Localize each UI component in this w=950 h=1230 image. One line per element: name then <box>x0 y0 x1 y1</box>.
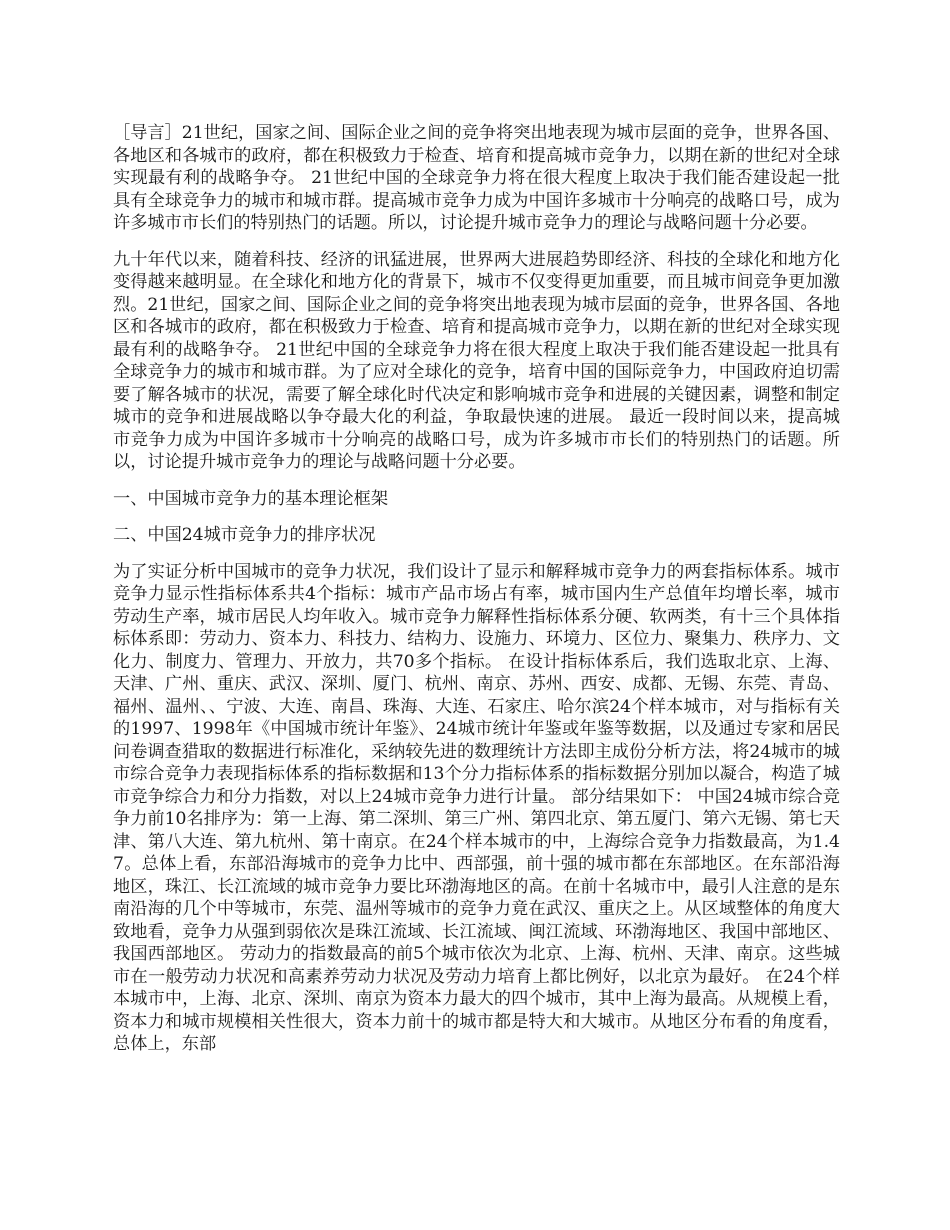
section-heading-2: 二、中国24城市竞争力的排序状况 <box>113 525 376 545</box>
paragraph-introduction: ［导言］21世纪，国家之间、国际企业之间的竞争将突出地表现为城市层面的竞争，世界各国、各地区和各城市的政府，都在积极致力于检查、培育和提高城市竞争力，以期在新的世纪对全球实现最有利的战略争夺。 21世纪中国的全球竞争力将在很大程度上取决于我们能否建设起一批具有全球竞争力的城市和城市群。提高城市竞争力成为中国许多城市十分响亮的战略口号，成为许多城市市长们的特别热门的话题。所以，讨论提升城市竞争力的理论与战略问题十分必要。 <box>113 123 840 233</box>
paragraph-ranking: 为了实证分析中国城市的竞争力状况，我们设计了显示和解释城市竞争力的两套指标体系。城市竞争力显示性指标体系共4个指标：城市产品市场占有率，城市国内生产总值年均增长率，城市劳动生产率，城市居民人均年收入。城市竞争力解释性指标体系分硬、软两类，有十三个具体指标体系即：劳动力、资本力、科技力、结构力、设施力、环境力、区位力、聚集力、秩序力、文化力、制度力、管理力、开放力，共70多个指标。 在设计指标体系后，我们选取北京、上海、天津、广州、重庆、武汉、深圳、厦门、杭州、南京、苏州、西安、成都、无锡、东莞、青岛、福州、温州、、宁波、大连、南昌、珠海、大连、石家庄、哈尔滨24个样本城市，对与指标有关的1997、1998年《中国城市统计年鉴》、24城市统计年鉴或年鉴等数据，以及通过专家和居民问卷调查猎取的数据进行标准化，采纳较先进的数理统计方法即主成份分析方法，将24城市的城市综合竞争力表现指标体系的指标数据和13个分力指标体系的指标数据分别加以凝合，构造了城市竞争综合力和分力指数，对以上24城市竞争力进行计量。 部分结果如下： 中国24城市综合竞争力前10名排序为：第一上海、第二深圳、第三广州、第四北京、第五厦门、第六无锡、第七天津、第八大连、第九杭州、第十南京。在24个样本城市的中，上海综合竞争力指数最高，为1.47。总体上看，东部沿海城市的竞争力比中、西部强，前十强的城市都在东部地区。在东部沿海地区，珠江、长江流域的城市竞争力要比环渤海地区的高。在前十名城市中，最引人注意的是东南沿海的几个中等城市，东莞、温州等城市的竞争力竟在武汉、重庆之上。从区域整体的角度大致地看，竞争力从强到弱依次是珠江流域、长江流域、闽江流域、环渤海地区、我国中部地区、我国西部地区。 劳动力的指数最高的前5个城市依次为北京、上海、杭州、天津、南京。这些城市在一般劳动力状况和高素养劳动力状况及劳动力培育上都比例好，以北京为最好。 在24个样本城市中，上海、北京、深圳、南京为资本力最大的四个城市，其中上海为最高。从规模上看，资本力和城市规模相关性很大，资本力前十的城市都是特大和大城市。从地区分布看的角度看，总体上，东部 <box>113 561 840 1054</box>
document-body <box>113 122 840 1070</box>
paragraph-background: 九十年代以来，随着科技、经济的讯猛进展，世界两大进展趋势即经济、科技的全球化和地方化变得越来越明显。在全球化和地方化的背景下，城市不仅变得更加重要，而且城市间竞争更加激烈。21世纪，国家之间、国际企业之间的竞争将突出地表现为城市层面的竞争，世界各国、各地区和各城市的政府，都在积极致力于检查、培育和提高城市竞争力，以期在新的世纪对全球实现最有利的战略争夺。 21世纪中国的全球竞争力将在很大程度上取决于我们能否建设起一批具有全球竞争力的城市和城市群。为了应对全球化的竞争，培育中国的国际竞争力，中国政府迫切需要了解各城市的状况，需要了解全球化时代决定和影响城市竞争和进展的关键因素，调整和制定城市的竞争和进展战略以争夺最大化的利益，争取最快速的进展。 最近一段时间以来，提高城市竞争力成为中国许多城市十分响亮的战略口号，成为许多城市市长们的特别热门的话题。所以，讨论提升城市竞争力的理论与战略问题十分必要。 <box>113 249 840 472</box>
section-heading-1: 一、中国城市竞争力的基本理论框架 <box>113 488 389 509</box>
